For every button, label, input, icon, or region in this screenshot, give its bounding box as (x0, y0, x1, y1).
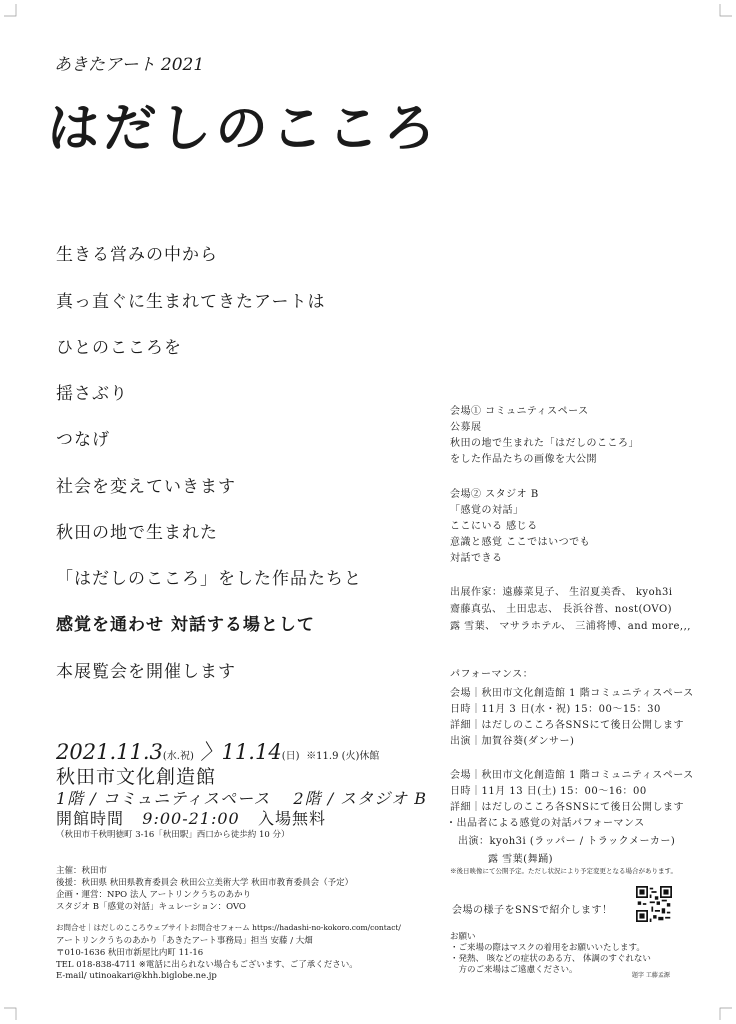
request-line: ・発熱、 咳などの症状のある方、 体調のすぐれない (450, 954, 651, 964)
request-line: お願い (450, 932, 476, 942)
venue1-line: 秋田の地で生まれた「はだしのこころ」 (450, 438, 639, 449)
venue-name: 秋田市文化創造館 (56, 766, 217, 788)
hours-value: 9:00-21:00 (142, 809, 240, 828)
poem-line: 社会を変えていきます (56, 477, 236, 497)
venue1-heading: 会場① コミュニティスペース (450, 406, 589, 417)
venue2-heading: 会場② スタジオ B (450, 489, 539, 500)
admission: 入場無料 (258, 809, 327, 828)
poem-line: 秋田の地で生まれた (56, 523, 218, 543)
poem-line: 真っ直ぐに生まれてきたアートは (56, 292, 326, 312)
organizer-line: 主催：秋田市 (56, 866, 108, 876)
performance-line: 詳細｜はだしのこころ各SNSにて後日公開します (450, 802, 684, 813)
request-line: 方のご来場はご遠慮ください。 (450, 965, 578, 975)
performance-line: 出演｜加賀谷葵(ダンサー) (450, 736, 575, 747)
venue2-line: ここにいる 感じる (450, 521, 538, 532)
performance-line: 会場｜秋田市文化創造館 1 階コミュニティスペース (450, 688, 694, 699)
contact-line: 〒010-1636 秋田市新屋比内町 11-16 (56, 948, 204, 958)
venue-floors: 1階 / コミュニティスペース 2階 / スタジオ B (56, 789, 428, 808)
organizer-line: 企画・運営：NPO 法人 アートリンクうちのあかり (56, 890, 252, 900)
poem-line: 「はだしのこころ」をした作品たちと (56, 569, 362, 589)
artists-line: 齋藤真弘、 土田忠志、 長浜谷普、nost(OVO) (450, 604, 673, 615)
performance-line: 日時｜11月 13 日(土) 15：00～16：00 (450, 786, 647, 797)
artists-line: 出展作家：遠藤菜見子、 生沼夏美香、 kyoh3i (450, 587, 673, 598)
venue2-line: 「感覚の対話」 (450, 505, 524, 516)
poem-line: つなげ (56, 430, 110, 450)
contact-email: E-mail/ utinoakari@khh.biglobe.ne.jp (56, 971, 217, 981)
performance-line: ・出品者による感覚の対話パフォーマンス (446, 818, 645, 829)
contact-line: TEL 018-838-4711 ※電話に出られない場合もございます、ご了承ください。 (56, 960, 358, 970)
contact-line: お問合せ｜はだしのこころウェブサイトお問合せフォーム https://hadashi-no-kokoro.com/contact/ (56, 923, 401, 932)
performance-line: 詳細｜はだしのこころ各SNSにて後日公開します (450, 720, 684, 731)
date-start: 2021.11.3 (56, 740, 163, 764)
request-line: ・ご来場の際はマスクの着用をお願いいたします。 (450, 943, 645, 953)
closed-day: ※11.9 (火)休館 (306, 751, 380, 762)
contact-line: アートリンクうちのあかり「あきたアート事務局」担当 安藤 / 大畑 (56, 936, 313, 946)
qr-code-icon[interactable] (636, 886, 672, 922)
header-subtitle: あきたアート 2021 (54, 55, 205, 75)
sns-text: 会場の様子をSNSで紹介します！ (452, 905, 613, 916)
performance-heading: パフォーマンス： (450, 669, 534, 680)
venue2-line: 対話できる (450, 553, 503, 564)
artists-line: 露 雪葉、 マサラホテル、 三浦将博、and more,,, (450, 621, 691, 632)
date-start-day: (水.祝) (162, 751, 194, 762)
title-credit: 題字 工藤孟源 (632, 972, 670, 979)
crop-mark-top-left (4, 4, 18, 18)
poem-line: 揺さぶり (56, 384, 128, 404)
opening-hours (56, 806, 326, 829)
poem-line: 本展覧会を開催します (56, 662, 236, 682)
crop-mark-top-right (718, 4, 732, 18)
crop-mark-bottom-left (4, 1006, 18, 1020)
venue2-line: 意識と感覚 ここではいつでも (450, 537, 591, 548)
performance-line: 会場｜秋田市文化創造館 1 階コミュニティスペース (450, 770, 694, 781)
poem-line: 生きる営みの中から (56, 245, 218, 265)
organizer-line: 後援：秋田県 秋田県教育委員会 秋田公立美術大学 秋田市教育委員会（予定） (56, 878, 354, 888)
poem-line: ひとのこころを (56, 338, 182, 358)
performance-line: 日時｜11月 3 日(水・祝) 15：00～15：30 (450, 704, 661, 715)
event-address: （秋田市千秋明徳町 3-16「秋田駅」西口から徒歩約 10 分） (56, 830, 290, 840)
poem-line: 感覚を通わせ 対話する場として (56, 615, 315, 635)
hours-label: 開館時間 (56, 809, 125, 828)
crop-mark-bottom-right (718, 1006, 732, 1020)
performance-line: 出演：kyoh3i (ラッパー / トラックメーカー) (458, 836, 676, 847)
performance-line: 露 雪葉(舞踊) (488, 854, 553, 865)
page-title: はだしのこころ (45, 99, 442, 159)
venue1-line: をした作品たちの画像を大公開 (450, 454, 597, 465)
organizer-line: スタジオ B「感覚の対話」キュレーション：OVO (56, 902, 246, 912)
venue1-line: 公募展 (450, 422, 482, 433)
date-end: 〉11.14 (200, 740, 282, 764)
date-end-day: (日) (281, 751, 300, 762)
performance-note: ※後日映像にて公開予定。ただし状況により予定変更となる場合があります。 (450, 867, 677, 875)
